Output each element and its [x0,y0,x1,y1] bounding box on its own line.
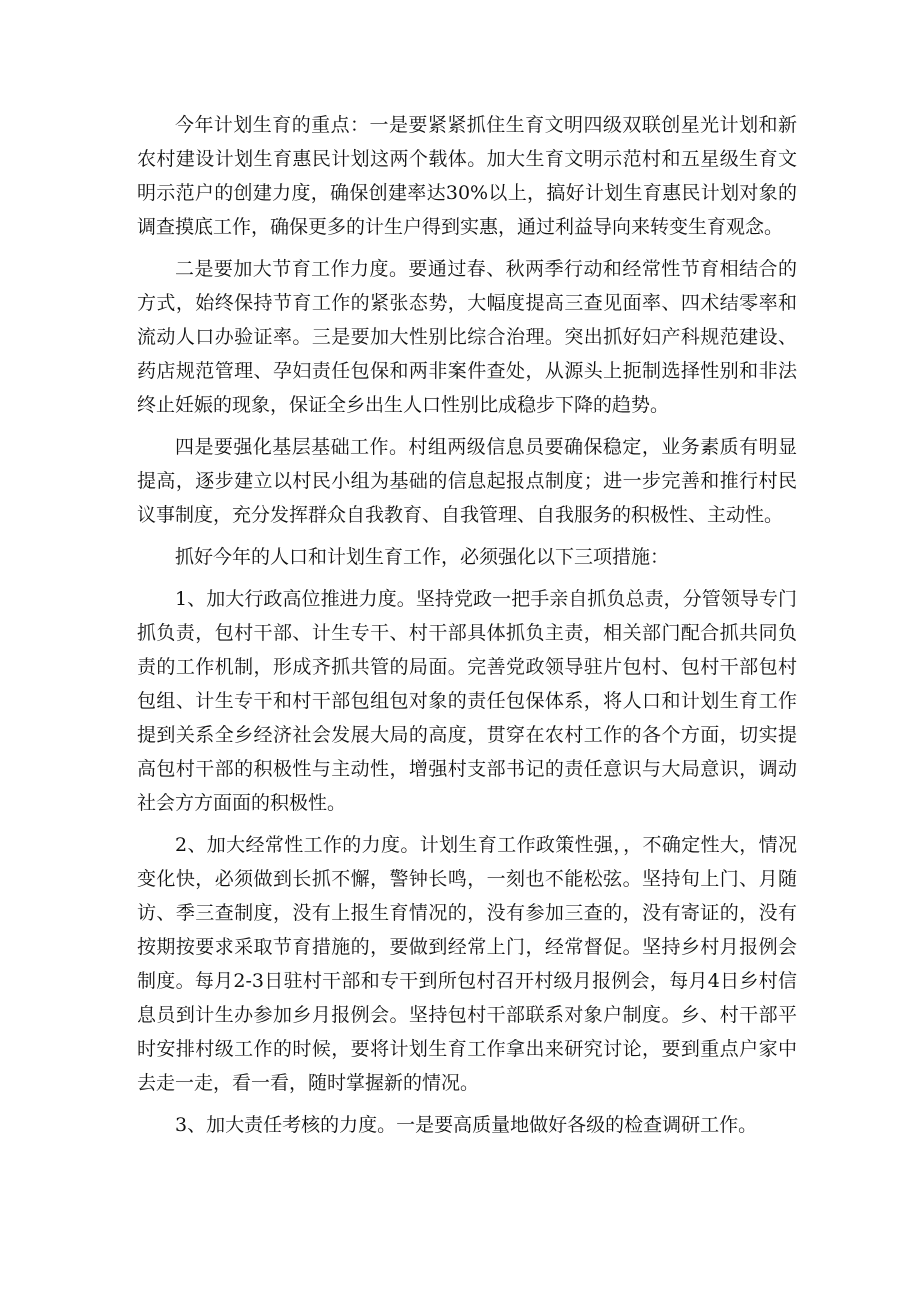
paragraph-3: 四是要强化基层基础工作。村组两级信息员要确保稳定，业务素质有明显提高，逐步建立以村民小组为基础的信息起报点制度；进一步完善和推行村民议事制度，充分发挥群众自我教育、自我管理、自我服务的积极性、主动性。 [137,436,797,526]
paragraph-5: 1、加大行政高位推进力度。坚持党政一把手亲自抓负总责，分管领导专门抓负责，包村干部、计生专干、村干部具体抓负主责，相关部门配合抓共同负责的工作机制，形成齐抓共管的局面。完善党政领导驻片包村、包村干部包村包组、计生专干和村干部包组包对象的责任包保体系，将人口和计划生育工作提到关系全乡经济社会发展大局的高度，贯穿在农村工作的各个方面，切实提高包村干部的积极性与主动性，增强村支部书记的责任意识与大局意识，调动社会方方面面的积极性。 [137,588,797,814]
paragraph-7: 3、加大责任考核的力度。一是要高质量地做好各级的检查调研工作。 [175,1114,758,1136]
document-body [137,108,797,1150]
paragraph-2: 二是要加大节育工作力度。要通过春、秋两季行动和经常性节育相结合的方式，始终保持节育工作的紧张态势，大幅度提高三查见面率、四术结零率和流动人口办验证率。三是要加大性别比综合治理。突出抓好妇产科规范建设、药店规范管理、孕妇责任包保和两非案件查处，从源头上扼制选择性别和非法终止妊娠的现象，保证全乡出生人口性别比成稳步下降的趋势。 [137,258,797,416]
paragraph-1: 今年计划生育的重点：一是要紧紧抓住生育文明四级双联创星光计划和新农村建设计划生育惠民计划这两个载体。加大生育文明示范村和五星级生育文明示范户的创建力度，确保创建率达30%以上，搞好计划生育惠民计划对象的调查摸底工作，确保更多的计生户得到实惠，通过利益导向来转变生育观念。 [137,114,797,238]
paragraph-4: 抓好今年的人口和计划生育工作，必须强化以下三项措施： [175,546,670,568]
paragraph-6: 2、加大经常性工作的力度。计划生育工作政策性强，，不确定性大，情况变化快，必须做到长抓不懈，警钟长鸣，一刻也不能松弦。坚持旬上门、月随访、季三查制度，没有上报生育情况的，没有参加三查的，没有寄证的，没有按期按要求采取节育措施的，要做到经常上门，经常督促。坚持乡村月报例会制度。每月2-3日驻村干部和专干到所包村召开村级月报例会，每月4日乡村信息员到计生办参加乡月报例会。坚持包村干部联系对象户制度。乡、村干部平时安排村级工作的时候，要将计划生育工作拿出来研究讨论，要到重点户家中去走一走，看一看，随时掌握新的情况。 [137,834,797,1094]
